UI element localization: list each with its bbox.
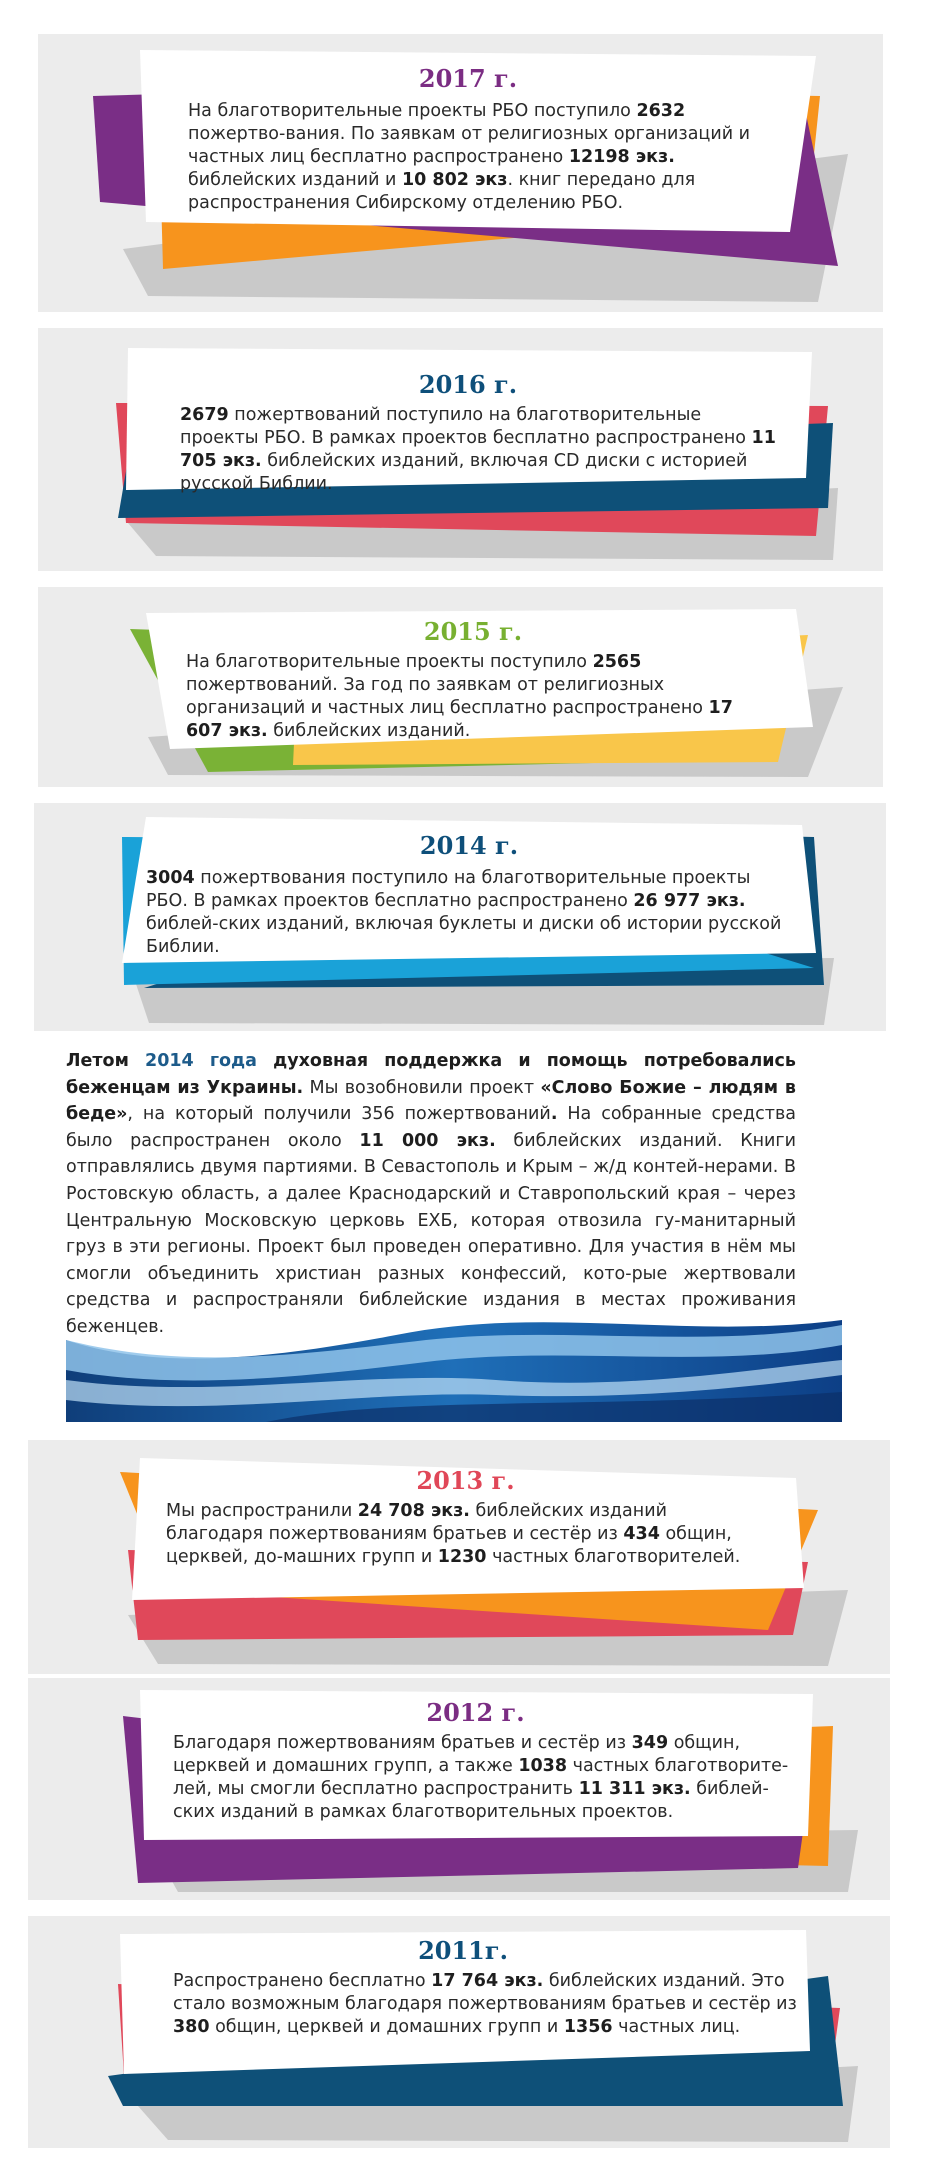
year-text-2015 [186, 651, 771, 743]
text-fragment: библейских изданий благодаря пожертвованиям братьев и сестёр из [166, 1501, 667, 1544]
text-fragment: библейских изданий. [267, 721, 471, 741]
text-fragment: Мы распространили [166, 1501, 358, 1521]
text-fragment: библейских изданий. Это стало возможным благодаря пожертвованиям братьев и сестёр из [173, 1971, 797, 2014]
year-panel-2014 [34, 803, 886, 1031]
text-fragment: пожертвований. За год по заявкам от религиозных организаций и частных лиц бесплатно распространено [186, 675, 709, 718]
text-fragment: 24 708 экз. [357, 1501, 470, 1521]
text-fragment: библейских изданий и [188, 170, 402, 190]
year-panel-2011 [28, 1916, 890, 2148]
year-text-2011 [173, 1970, 798, 2039]
text-fragment: . [550, 1104, 558, 1125]
year-panel-2015 [38, 587, 883, 787]
text-fragment: духовная поддержка и помощь потребовались беженцам из Украины. [66, 1051, 796, 1098]
text-fragment: 26 977 экз. [633, 891, 746, 911]
text-fragment: 2565 [592, 652, 642, 672]
text-fragment: частных благотворителей. [486, 1547, 741, 1567]
text-fragment: библей-ских изданий в рамках благотворительных проектов. [173, 1779, 769, 1822]
year-title-2011: 2011г. [418, 1936, 508, 1965]
year-title-2015: 2015 г. [423, 617, 523, 646]
text-fragment: 1230 [437, 1547, 487, 1567]
text-fragment: «Слово Божие – людям в беде» [66, 1077, 796, 1125]
year-text-2012 [173, 1732, 793, 1824]
text-fragment: На благотворительные проекты поступило [186, 652, 593, 672]
year-text-2016 [180, 404, 785, 496]
year-panel-2016 [38, 328, 883, 571]
text-fragment: 434 [623, 1524, 660, 1544]
text-fragment: Мы возобновили проект [303, 1077, 541, 1098]
text-fragment: общин, церквей и домашних групп, а также [173, 1733, 741, 1776]
year-panel-2017 [38, 34, 883, 312]
year-title-2013: 2013 г. [416, 1466, 515, 1495]
text-fragment: 11 311 экз. [578, 1779, 691, 1799]
text-fragment: 17 607 экз. [186, 698, 733, 741]
text-fragment: 12198 экз. [568, 147, 675, 167]
year-text-2014 [146, 867, 791, 959]
year-title-2012: 2012 г. [426, 1698, 525, 1727]
text-fragment: 2632 [636, 101, 686, 121]
story-2014-refugees [66, 1048, 796, 1341]
text-fragment: 11 705 экз. [180, 428, 776, 471]
text-fragment: библей-ских изданий, включая буклеты и диски об истории русской Библии. [146, 914, 782, 957]
text-fragment: 1356 [563, 2017, 613, 2037]
text-fragment: общин, церквей и домашних групп и [209, 2017, 564, 2037]
year-title-2017: 2017 г. [418, 64, 518, 93]
text-fragment: 1038 [518, 1756, 568, 1776]
text-fragment: 349 [631, 1733, 669, 1753]
text-fragment: частных лиц. [612, 2017, 741, 2037]
year-text-2013 [166, 1500, 766, 1569]
text-fragment: пожертвований поступило на благотворительные проекты РБО. В рамках проектов бесплатно распространено [180, 405, 752, 448]
year-title-2014: 2014 г. [419, 831, 519, 860]
text-fragment: Благодаря пожертвованиям братьев и сестёр из [173, 1733, 632, 1753]
text-fragment: 380 [173, 2017, 210, 2037]
text-fragment: общин, церквей, до-машних групп и [166, 1524, 732, 1567]
text-fragment: 3004 [146, 868, 195, 888]
year-text-2017 [188, 100, 758, 215]
text-fragment: 2679 [180, 405, 229, 425]
text-fragment: 11 000 экз. [359, 1130, 496, 1151]
text-fragment: 2014 года [145, 1051, 257, 1071]
text-fragment: 10 802 экз [401, 170, 508, 190]
text-fragment: библейских изданий, включая CD диски с историей русской Библии. [180, 451, 748, 494]
text-fragment: частных благотворите-лей, мы смогли бесплатно распространить [173, 1756, 789, 1799]
text-fragment: . книг передано для распространения Сибирскому отделению РБО. [188, 170, 696, 213]
text-fragment: пожертвования поступило на благотворительные проекты РБО. В рамках проектов бесплатно распространено [146, 868, 751, 911]
text-fragment: , на который получили 356 пожертвований [127, 1104, 551, 1125]
text-fragment: На собранные средства было распространен около [66, 1104, 796, 1151]
year-title-2016: 2016 г. [418, 370, 518, 399]
text-fragment: Летом [66, 1051, 146, 1071]
year-panel-2012 [28, 1678, 890, 1900]
year-panel-2013 [28, 1440, 890, 1674]
text-fragment: 17 764 экз. [431, 1971, 544, 1991]
text-fragment: пожертво-вания. По заявкам от религиозных организаций и частных лиц бесплатно распространено [188, 124, 751, 167]
text-fragment: Распространено бесплатно [173, 1971, 432, 1991]
text-fragment: библейских изданий. Книги отправлялись двумя партиями. В Севастополь и Крым – ж/д контей-нерами. В Ростовскую область, а далее Краснодарский и Ставропольский края – через Центральную Московскую церковь ЕХБ, которая отвозила гу-манитарный груз в эти регионы. Проект был проведен оперативно. Для участия в нём мы смогли объединить христиан разных конфессий, кото-рые жертвовали средства и распространяли библейские издания в местах проживания беженцев. [66, 1130, 796, 1337]
text-fragment: На благотворительные проекты РБО поступило [188, 101, 637, 121]
